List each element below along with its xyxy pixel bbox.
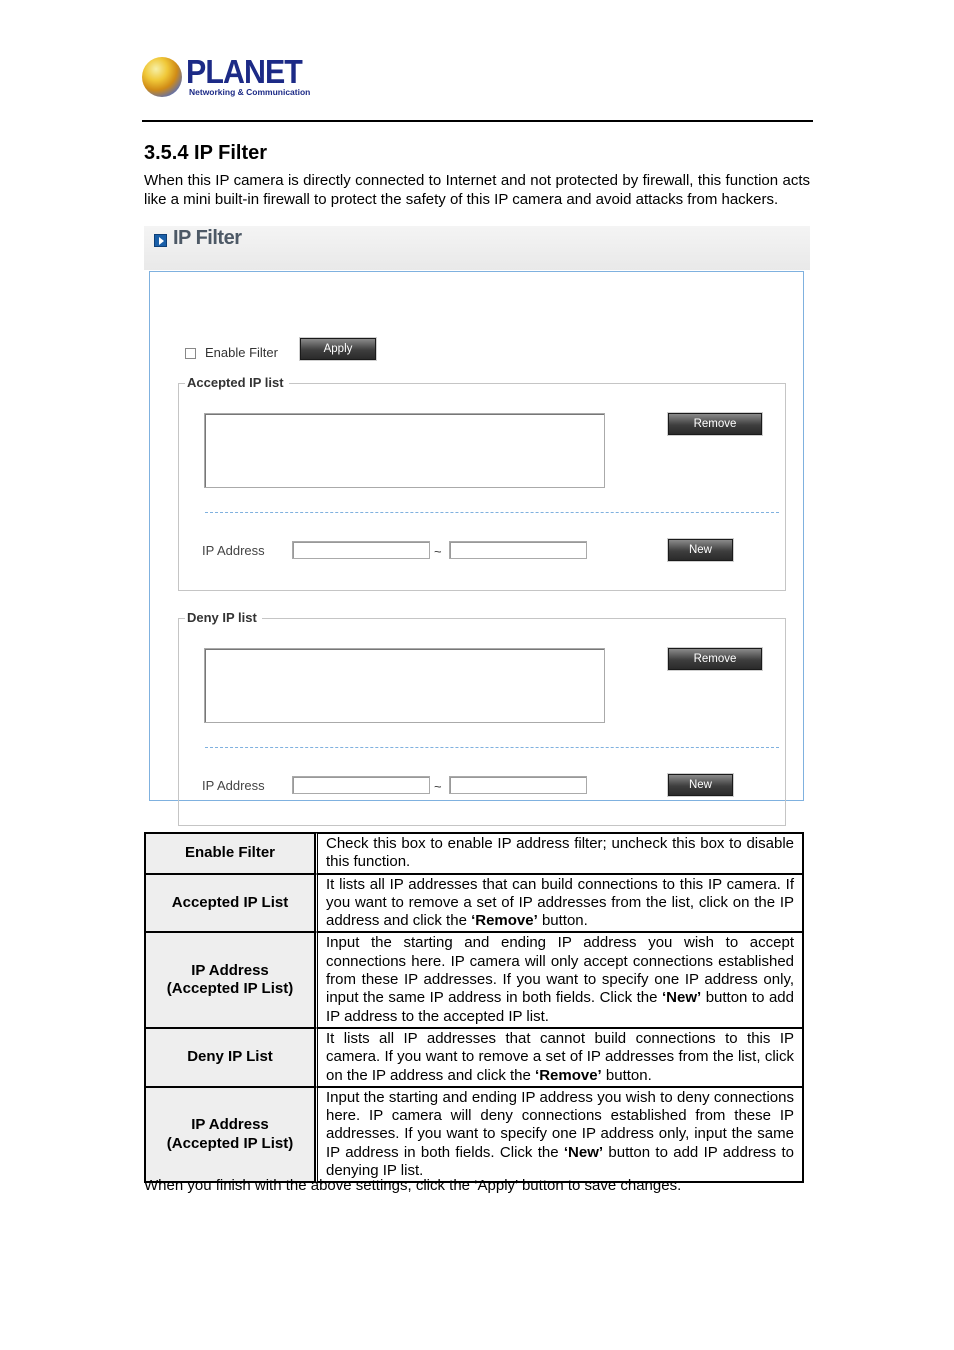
accepted-ip-start-input[interactable] [292, 541, 430, 559]
apply-button[interactable]: Apply [300, 338, 376, 360]
description-emphasis: ‘New’ [563, 1143, 604, 1161]
accepted-ip-group [178, 375, 786, 591]
description-emphasis: ‘New’ [661, 989, 702, 1007]
deny-ip-group [178, 610, 786, 826]
description-text: button to add IP address to the accepted IP list. [326, 989, 794, 1025]
accepted-range-separator: ~ [434, 544, 442, 559]
deny-ip-legend: Deny IP list [185, 610, 262, 625]
description-emphasis: ‘Remove’ [471, 912, 538, 930]
table-row-description [315, 833, 803, 874]
screenshot-title: IP Filter [173, 227, 242, 249]
description-text: button. [537, 912, 588, 930]
settings-description-table [144, 832, 804, 1183]
table-row [145, 932, 803, 1027]
table-row-key-text: Accepted IP List [171, 893, 289, 911]
accepted-remove-button[interactable]: Remove [668, 413, 762, 435]
table-row-description [315, 932, 803, 1027]
deny-new-button[interactable]: New [668, 774, 733, 796]
table-row-key [145, 874, 315, 933]
table-row [145, 1087, 803, 1182]
accepted-ip-address-label: IP Address [202, 543, 265, 558]
deny-remove-button[interactable]: Remove [668, 648, 762, 670]
table-row-key-text: Deny IP List [187, 1048, 273, 1066]
description-text: It lists all IP addresses that can build connections to this IP camera. If you want to remove a set of IP addresses from the list, click on the IP address and click the [326, 875, 794, 930]
table-row [145, 874, 803, 933]
description-emphasis: ‘Remove’ [535, 1066, 602, 1084]
description-text: Input the starting and ending IP address you wish to deny connections here. IP camera will deny connections established from these IP addresses. If you want to specify one IP address only, input the same IP address in both fields. Click the [326, 1088, 794, 1161]
table-row-key [145, 833, 315, 874]
description-text: button. [601, 1066, 652, 1084]
table-row-key-line: (Accepted IP List) [166, 1134, 294, 1152]
description-text: Check this box to enable IP address filter; uncheck this box to disable this function. [326, 835, 794, 871]
section-intro: When this IP camera is directly connected to Internet and not protected by firewall, this function acts like a mini built-in firewall to protect the safety of this IP camera and avoid attacks from hackers. [144, 172, 810, 208]
screenshot-header [144, 226, 810, 270]
enable-filter-checkbox[interactable] [185, 348, 196, 359]
footer-note: When you finish with the above settings, click the ‘Apply’ button to save changes. [144, 1177, 682, 1194]
deny-ip-listbox[interactable] [204, 648, 605, 723]
logo-wordmark: PLANET [186, 53, 302, 90]
description-text: button to add IP address to denying IP list. [326, 1143, 794, 1180]
ip-filter-form [149, 271, 804, 801]
deny-ip-start-input[interactable] [292, 776, 430, 794]
table-row-key-text: Enable Filter [184, 844, 276, 862]
table-row-description [315, 874, 803, 933]
table-row-description [315, 1087, 803, 1182]
ip-filter-screenshot [144, 226, 810, 804]
accepted-new-button[interactable]: New [668, 539, 733, 561]
description-text: It lists all IP addresses that cannot build connections to this IP camera. If you want to remove a set of IP addresses from the list, click on the IP address and click the [326, 1029, 794, 1084]
deny-ip-address-label: IP Address [202, 778, 265, 793]
section-title: 3.5.4 IP Filter [144, 142, 268, 164]
enable-filter-label: Enable Filter [205, 345, 278, 360]
table-row-key [145, 1087, 315, 1182]
deny-ip-end-input[interactable] [449, 776, 587, 794]
table-row-key-line: (Accepted IP List) [166, 980, 294, 998]
table-row [145, 1028, 803, 1087]
globe-logo-icon [142, 57, 182, 97]
table-row-description [315, 1028, 803, 1087]
accepted-ip-end-input[interactable] [449, 541, 587, 559]
description-text: Input the starting and ending IP address you wish to accept connections here. IP camera will only accept connections established from these IP addresses. If you want to specify one IP address only, input the same IP address in both fields. Click the [326, 934, 794, 1007]
table-row-key [145, 932, 315, 1027]
table-row-key-line: IP Address [191, 1116, 269, 1134]
header-divider [142, 120, 813, 122]
table-row-key [145, 1028, 315, 1087]
table-row [145, 833, 803, 874]
accepted-ip-legend: Accepted IP list [185, 375, 289, 390]
deny-range-separator: ~ [434, 779, 442, 794]
accepted-ip-listbox[interactable] [204, 413, 605, 488]
deny-divider [205, 747, 779, 748]
accepted-divider [205, 512, 779, 513]
table-row-key-line: IP Address [191, 961, 269, 979]
logo-tagline: Networking & Communication [189, 87, 311, 97]
play-arrow-icon [154, 234, 167, 247]
planet-logo [142, 55, 312, 101]
